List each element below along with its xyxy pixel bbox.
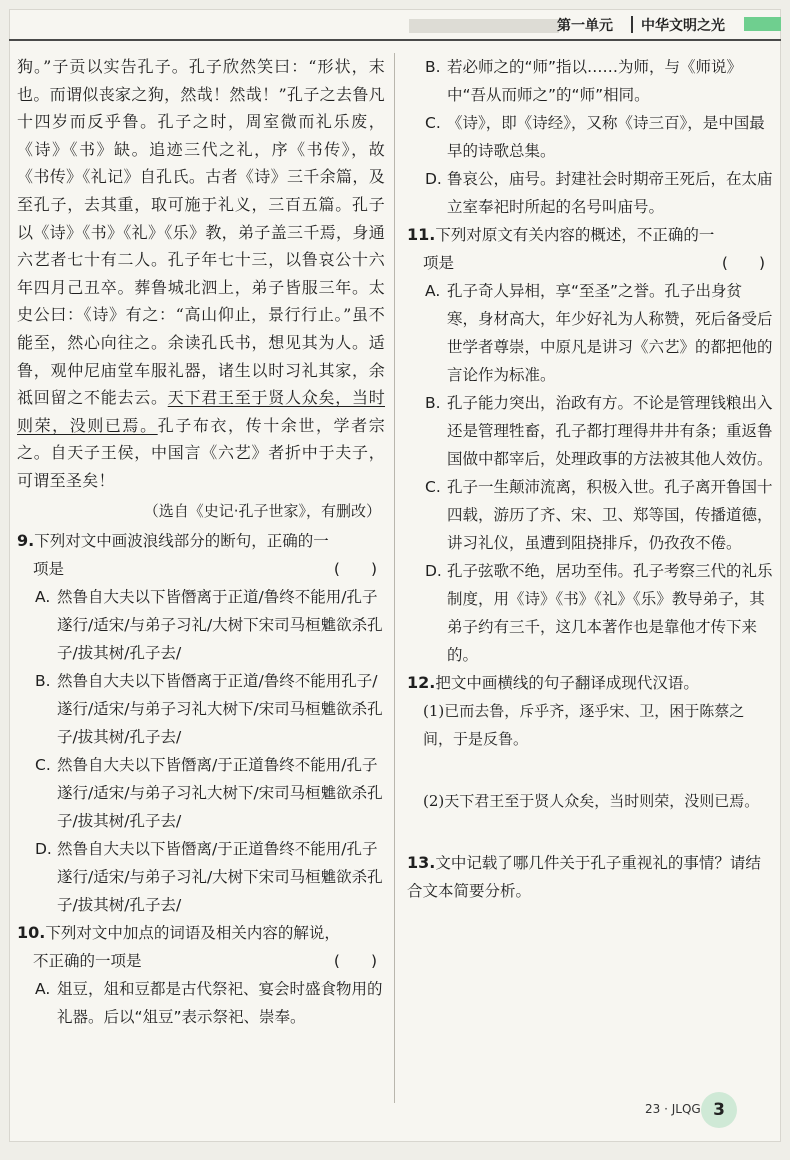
option-b[interactable] xyxy=(407,389,773,473)
option-text: 孔子奇人异相，享“至圣”之誉。孔子出身贫寒，身材高大，年少好礼为人称赞，死后备受后世学者尊崇，中原凡是讲习《六艺》的都把他的言论作为标准。 xyxy=(447,282,773,384)
question-stem: 把文中画横线的句子翻译成现代汉语。 xyxy=(435,674,699,692)
question-number: 12. xyxy=(407,673,436,692)
option-letter: C. xyxy=(35,755,51,774)
answer-space-3[interactable] xyxy=(407,905,773,985)
page-header xyxy=(9,9,781,41)
column-divider xyxy=(394,53,395,1103)
question-11-stem-cont xyxy=(407,249,773,277)
option-text: 鲁哀公，庙号。封建社会时期帝王死后，在太庙立室奉祀时所起的名号叫庙号。 xyxy=(447,170,773,216)
answer-space-1[interactable] xyxy=(407,753,773,787)
option-text: 然鲁自大夫以下皆僭离/于正道鲁终不能用/孔子遂行/适宋/与弟子习礼大树下/宋司马桓魋欲杀孔子/拔其树/孔子去/ xyxy=(57,755,383,830)
option-text: 然鲁自大夫以下皆僭离于正道/鲁终不能用孔子/遂行/适宋/与弟子习礼大树下/宋司马桓魋欲杀孔子/拔其树/孔子去/ xyxy=(57,671,383,746)
option-letter: D. xyxy=(425,170,442,188)
option-text: 《诗》，即《诗经》，又称《诗三百》，是中国最早的诗歌总集。 xyxy=(447,114,765,160)
passage-part-3: 孔子布衣，传十余世，学者宗之。自天子王侯，中国言《六艺》者折中于夫子，可谓至圣矣！ xyxy=(17,415,386,490)
question-stem: 下列对原文有关内容的概述，不正确的一 xyxy=(435,226,715,244)
question-10-stem xyxy=(17,919,385,947)
question-10 xyxy=(17,919,385,1031)
question-number: 9. xyxy=(17,530,35,550)
footer-code: 23 · JLQG xyxy=(645,1102,701,1116)
option-letter: B. xyxy=(35,671,51,690)
header-faded-print xyxy=(409,19,559,33)
question-number: 11. xyxy=(407,225,436,244)
answer-bracket[interactable]: ( ) xyxy=(333,951,377,970)
option-letter: D. xyxy=(35,839,52,858)
option-d[interactable] xyxy=(407,557,773,669)
option-c[interactable] xyxy=(407,109,773,165)
question-stem-cont: 项是 xyxy=(423,254,455,272)
option-text: 俎豆，俎和豆都是古代祭祀、宴会时盛食物用的礼器。后以“俎豆”表示祭祀、崇奉。 xyxy=(57,979,383,1026)
question-9-stem xyxy=(17,527,385,555)
question-stem: 下列对文中加点的词语及相关内容的解说， xyxy=(45,923,340,942)
option-a[interactable] xyxy=(17,975,385,1031)
option-text: 然鲁自大夫以下皆僭离/于正道鲁终不能用/孔子遂行/适宋/与弟子习礼/大树下宋司马桓魋欲杀孔子/拔其树/孔子去/ xyxy=(57,839,383,914)
header-unit-label: 第一单元 xyxy=(557,18,613,34)
question-stem-cont: 不正确的一项是 xyxy=(33,951,142,970)
option-text: 孔子一生颠沛流离，积极入世。孔子离开鲁国十四载，游历了齐、宋、卫、郑等国，传播道德，讲习礼仪，虽遭到阻挠排斥，仍孜孜不倦。 xyxy=(447,478,773,552)
option-letter: C. xyxy=(425,114,441,132)
left-column xyxy=(17,53,385,1031)
header-accent-bar xyxy=(744,17,781,31)
passage-underlined-sentence: 天下君王至于贤人众矣，当时则荣，没则已焉。 xyxy=(17,388,386,435)
right-column xyxy=(407,53,773,985)
option-c[interactable] xyxy=(407,473,773,557)
option-letter: C. xyxy=(425,478,441,496)
option-text: 孔子能力突出，治政有方。不论是管理钱粮出入还是管理牲畜，孔子都打理得井井有条；重返鲁国做中都宰后，处理政事的方法被其他人效仿。 xyxy=(447,394,773,468)
option-text: 孔子弦歌不绝，居功至伟。孔子考察三代的礼乐制度，用《诗》《书》《礼》《乐》教导弟子，其弟子约有三千，这几本著作也是靠他才传下来的。 xyxy=(447,562,773,664)
option-b[interactable] xyxy=(17,667,385,751)
option-c[interactable] xyxy=(17,751,385,835)
option-d[interactable] xyxy=(407,165,773,221)
option-d[interactable] xyxy=(17,835,385,919)
question-11-stem xyxy=(407,221,773,249)
header-divider xyxy=(631,16,633,33)
passage-text xyxy=(17,53,385,495)
question-13-stem xyxy=(407,849,773,905)
question-12-stem xyxy=(407,669,773,697)
question-10-stem-cont xyxy=(17,947,385,975)
option-text: 若必师之的“师”指以……为师，与《师说》中“吾从而师之”的“师”相同。 xyxy=(447,58,743,104)
passage-source: （选自《史记·孔子世家》，有删改） xyxy=(143,501,381,520)
question-9-stem-cont xyxy=(17,555,385,583)
option-letter: A. xyxy=(35,979,51,998)
question-number: 13. xyxy=(407,853,436,872)
question-number: 10. xyxy=(17,922,46,942)
option-b[interactable] xyxy=(407,53,773,109)
question-12-sub-1: (1)已而去鲁，斥乎齐，逐乎宋、卫，困于陈蔡之间，于是反鲁。 xyxy=(423,702,745,748)
answer-space-2[interactable] xyxy=(407,815,773,849)
question-stem-cont: 项是 xyxy=(33,559,65,578)
option-text: 然鲁自大夫以下皆僭离于正道/鲁终不能用/孔子遂行/适宋/与弟子习礼/大树下宋司马桓魋欲杀孔子/拔其树/孔子去/ xyxy=(57,587,383,662)
option-a[interactable] xyxy=(407,277,773,389)
question-stem: 下列对文中画波浪线部分的断句，正确的一 xyxy=(34,531,329,550)
question-11 xyxy=(407,221,773,669)
question-9 xyxy=(17,527,385,919)
option-a[interactable] xyxy=(17,583,385,667)
question-stem: 文中记载了哪几件关于孔子重视礼的事情？请结合文本简要分析。 xyxy=(407,854,761,900)
option-letter: B. xyxy=(425,58,441,76)
passage-part-1: 狗。”子贡以实告孔子。孔子欣然笑曰：“形状，末也。而谓似丧家之狗，然哉！然哉！”孔子之去鲁凡十四岁而反乎鲁。孔子之时，周室微而礼乐废，《诗》《书》缺。追迹三代之礼，序《书传》，故《书传》《礼记》自孔氏。古者《诗》三千余篇，及至孔子，去其重，取可施于礼义，三百五篇。孔子以《诗》《书》《礼》《乐》教，弟子盖三千焉，身通六艺者七十有二人。孔子年七十三，以鲁哀公十六年四月己丑卒。葬鲁城北泗上，弟子皆服三年。太史公曰：《诗》有之：“高山仰止，景行行止。”虽不能至，然心向往之。余读孔氏书，想见其为人。适鲁，观仲尼庙堂车服礼器，诸生以时习礼其家，余祗回留之不能去云。 xyxy=(17,57,385,408)
question-12-sub-2: (2)天下君王至于贤人众矣，当时则荣，没则已焉。 xyxy=(423,792,760,810)
option-letter: B. xyxy=(425,394,441,412)
option-letter: D. xyxy=(425,562,442,580)
option-letter: A. xyxy=(35,587,51,606)
header-title: 中华文明之光 xyxy=(641,18,725,34)
option-letter: A. xyxy=(425,282,441,300)
page xyxy=(9,9,781,1142)
answer-bracket[interactable]: ( ) xyxy=(721,254,765,272)
page-number-badge: 3 xyxy=(701,1092,737,1128)
answer-bracket[interactable]: ( ) xyxy=(333,559,377,578)
question-13 xyxy=(407,849,773,985)
question-12 xyxy=(407,669,773,849)
